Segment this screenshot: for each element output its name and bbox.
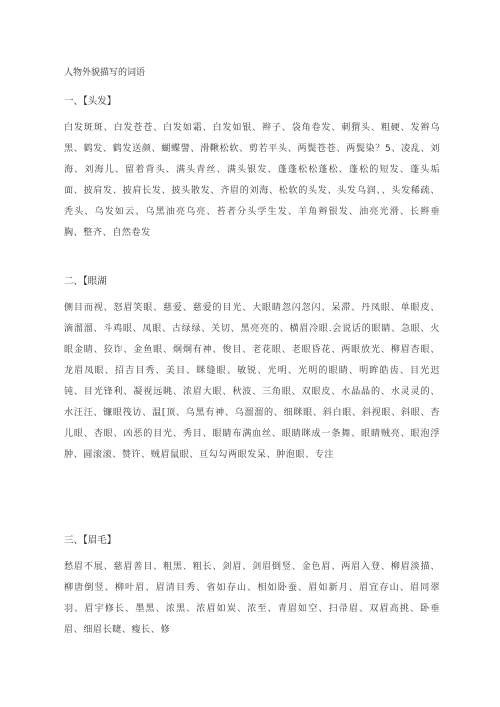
document-title: 人物外貌描写的词语 (64, 68, 146, 78)
section-body-eyebrows: 愁眉不展、慈眉善目、粗黑、粗长、剑眉、剑眉倒竖、金色眉、两眉入登、柳眉淡描、柳唐倒竖、柳叶眉、眉清目秀、省如存山、相如卧蚕、眉如新月、眉宜存山、眉同翠羽、眉宇修长、墨黑、浓黑、浓眉如炭、浓至、青眉如空、扫帚眉、双眉高挑、卧垂眉、细眉长睫、瘦长、修 (64, 562, 440, 635)
section-heading-hair: 一、【头发】 (64, 96, 117, 107)
section-eyes (64, 276, 440, 466)
section-hair (64, 96, 440, 244)
section-body-hair: 白发斑斑、白发苍苍、白发如霜、白发如银、辫子、袋角卷发、刺猬头、粗硬、发辫乌黑、鹤发、鹤发送颜、蝴蝶譬、滑鞦松软、剪若平头、两鬓苍苍、两鬓染？5、凌乱、刘海、刘海儿、留着背头、满头青丝、满头银发、蓬蓬松松蓬松、蓬松的短发、蓬头垢面、披肩发、披肩长发、披头散发、齐眉的刘海、松软的头发、头发乌润、、头发稀疏、秃头、乌发如云、乌黑油亮乌亮、苔者分头学生发、羊角辫银发、油亮光滑、长辫垂胸、整齐、自然卷发 (64, 123, 440, 238)
section-heading-eyebrows: 三、【眉毛】 (64, 535, 117, 546)
section-eyebrows (64, 535, 440, 641)
section-body-eyes: 侧目而视、怒眉笑眼、慈爱、慈爱的目光、大眼睛忽闪忽闪、呆滞、丹凤眼、单眼皮、滴溜溜、斗鸡眼、凤眼、古绿绿、关切、黑亮亮的、横眉冷眼.会说话的眼睛、急眼、火眼金睛、狡诈、金鱼眼、炯炯有神、俊目、老花眼、老眼昏花、两眼放光、柳眉杏眼、龙眉凤眼、招吉目秀、美目、眯缝眼、敏锐、光明、光明的眼睛、明眸皓齿、目光迟钝、目光锋利、凝视远眺、浓眉大眼、秋波、三角眼、双眼皮、水晶晶的、水灵灵的、水汪汪、镰眼筏访、温[顶、乌黑有神、乌溜溜的、细眯眼、斜白眼、斜视眼、斜眼、杏儿眼、杏眼、凶恶的目光、秀目、眼睛布满血丝、眼睛眯成一条舞、眼睛贼亮、眼泡浮肿、圆滚滚、赞许、贼眉鼠眼、亘勾勾两眼发呆、肿泡眼、专注 (64, 303, 440, 460)
section-heading-eyes: 二、【眼湖 (64, 276, 107, 287)
